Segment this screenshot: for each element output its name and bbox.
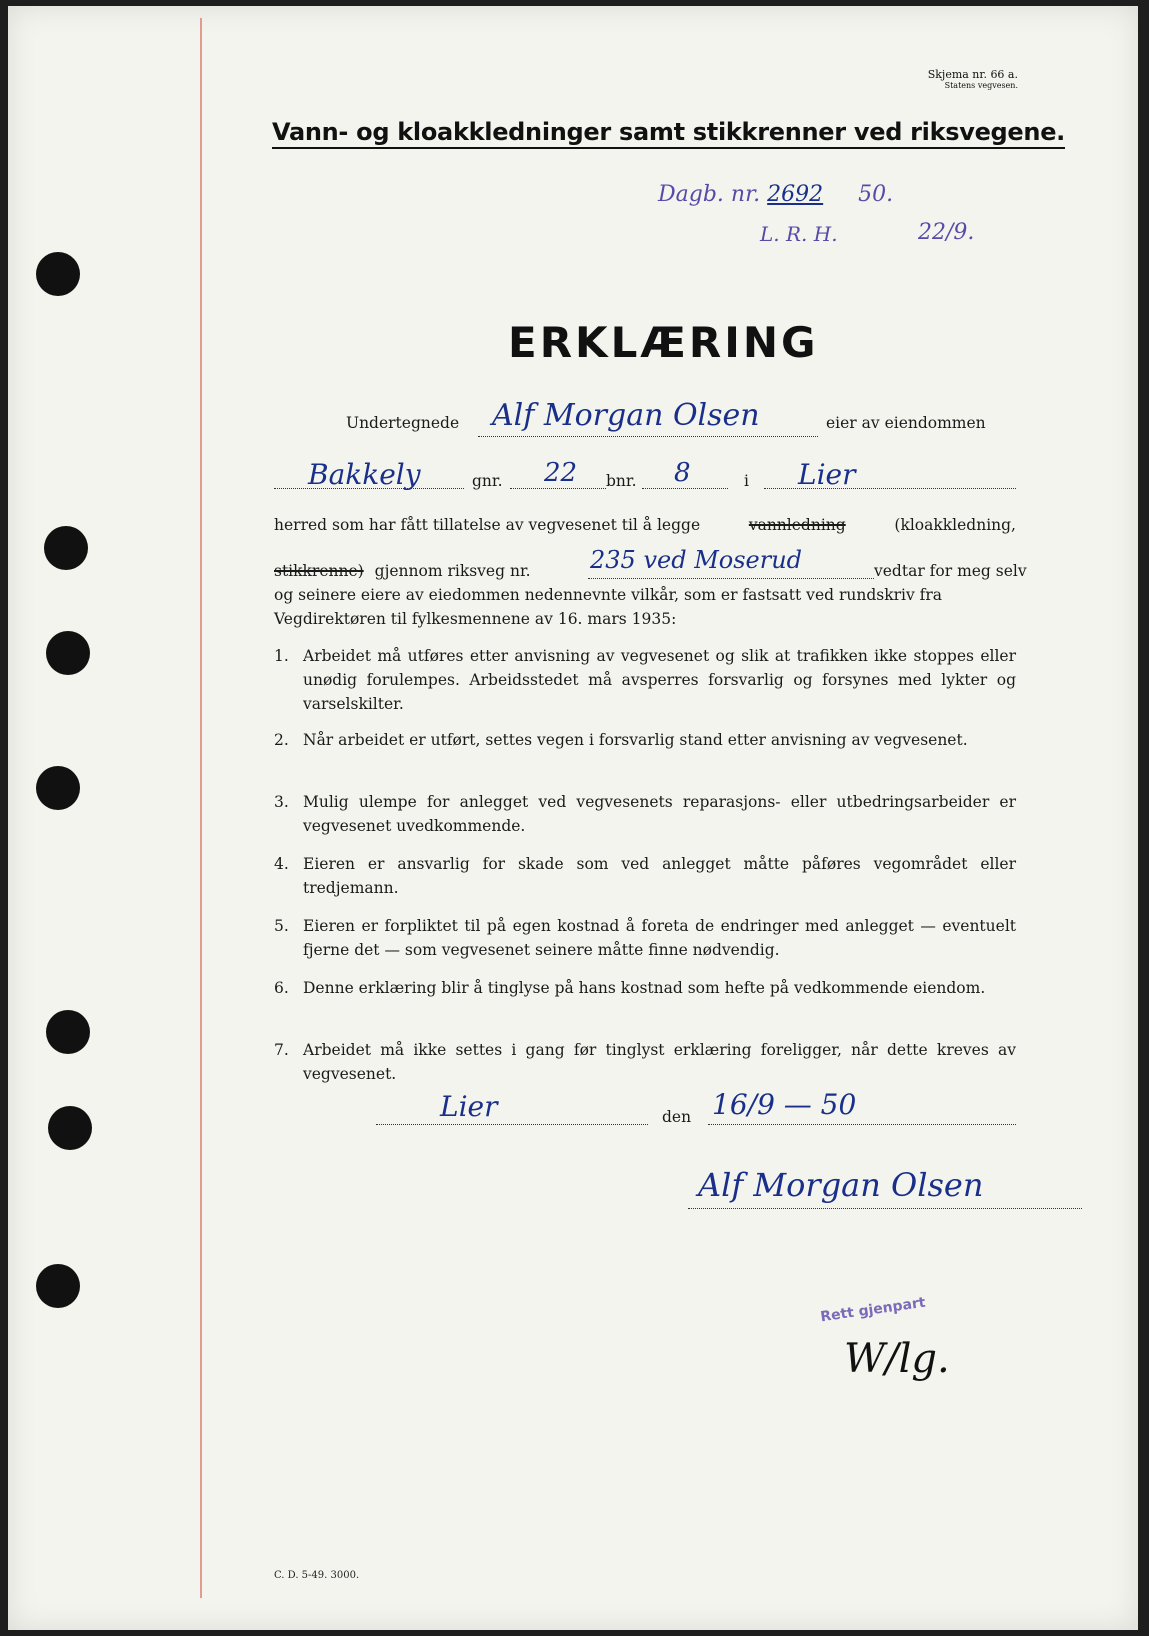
paragraph-line-3: og seinere eiere av eiedommen nedennevnte vilkår, som er fastsatt ved rundskriv fra (274, 586, 943, 604)
footer-code: C. D. 5-49. 3000. (274, 1570, 360, 1581)
condition-number: 4. (274, 855, 289, 873)
margin-line (200, 18, 202, 1598)
undertegnede-label: Undertegnede (346, 414, 460, 432)
condition-text: Når arbeidet er utført, settes vegen i forsvarlig stand etter anvisning av vegvesenet. (303, 731, 968, 749)
schema-issuer: Statens vegvesen. (944, 81, 1018, 90)
condition-number: 7. (274, 1041, 289, 1059)
condition-item (274, 852, 1016, 900)
condition-item (274, 728, 1016, 752)
gnr-label: gnr. (472, 472, 503, 490)
municipality-value: Lier (798, 458, 856, 491)
paragraph-text: herred som har fått tillatelse av vegvesenet til å legge (274, 516, 701, 534)
document-page (8, 6, 1138, 1630)
diary-stamp (658, 182, 893, 207)
dagb-number: 2692 (767, 182, 824, 207)
paragraph-line-2-start (274, 562, 531, 580)
condition-item (274, 1038, 1016, 1086)
signature-line (688, 1208, 1082, 1209)
date-value: 16/9 — 50 (712, 1088, 857, 1121)
punch-hole (36, 1264, 80, 1308)
dagb-year: 50. (858, 182, 894, 207)
paragraph-text: vedtar for meg selv (874, 562, 1027, 580)
bnr-value: 8 (674, 458, 691, 488)
dotted-line (708, 1124, 1016, 1125)
eier-label: eier av eiendommen (826, 414, 986, 432)
dotted-line (478, 436, 818, 437)
schema-number: Skjema nr. 66 a. (927, 68, 1018, 81)
punch-hole (36, 252, 80, 296)
condition-text: Arbeidet må ikke settes i gang før tinglyst erklæring foreligger, når dette kreves av vegvesenet. (303, 1041, 1016, 1083)
property-value: Bakkely (308, 458, 421, 491)
den-label: den (662, 1108, 692, 1126)
paragraph-text: gjennom riksveg nr. (374, 562, 531, 580)
struck-word: stikkrenne) (274, 562, 364, 580)
punch-hole (46, 1010, 90, 1054)
paragraph-text: (kloakkledning, (894, 516, 1016, 534)
paragraph-line-1 (274, 516, 1016, 534)
dotted-line (588, 578, 874, 579)
correction-initials: W/lg. (844, 1336, 950, 1382)
condition-item (274, 914, 1016, 962)
condition-number: 1. (274, 647, 289, 665)
stamp-initials: L. R. H. (760, 222, 838, 246)
correction-stamp: Rett gjenpart (819, 1294, 927, 1326)
condition-text: Denne erklæring blir å tinglyse på hans kostnad som hefte på vedkommende eiendom. (303, 979, 986, 997)
condition-text: Eieren er forpliktet til på egen kostnad å foreta de endringer med anlegget — eventuelt fjerne det — som vegvesenet seinere måtte finne nødvendig. (303, 917, 1016, 959)
page-title: ERKLÆRING (508, 318, 819, 367)
condition-text: Arbeidet må utføres etter anvisning av vegvesenet og slik at trafikken ikke stoppes eller unødig forulempes. Arbeidsstedet må avsperres forsvarlig og forsynes med lykter og varselskilter. (303, 647, 1016, 713)
condition-item (274, 976, 1016, 1000)
punch-hole (44, 526, 88, 570)
dagb-label: Dagb. nr. (658, 182, 761, 207)
punch-hole (48, 1106, 92, 1150)
signature: Alf Morgan Olsen (698, 1166, 984, 1204)
place-value: Lier (440, 1090, 498, 1123)
condition-number: 6. (274, 979, 289, 997)
paragraph-line-4: Vegdirektøren til fylkesmennene av 16. mars 1935: (274, 610, 677, 628)
gnr-value: 22 (544, 458, 578, 488)
condition-number: 2. (274, 731, 289, 749)
bnr-label: bnr. (606, 472, 637, 490)
dotted-line (510, 488, 606, 489)
dotted-line (376, 1124, 648, 1125)
schema-label (928, 68, 1018, 90)
form-heading: Vann- og kloakkledninger samt stikkrenner ved riksvegene. (272, 118, 1065, 149)
condition-text: Eieren er ansvarlig for skade som ved anlegget måtte påføres vegområdet eller tredjemann. (303, 855, 1016, 897)
condition-item (274, 644, 1016, 716)
condition-number: 3. (274, 793, 289, 811)
stamp-date: 22/9. (918, 220, 975, 245)
dotted-line (642, 488, 728, 489)
punch-hole (36, 766, 80, 810)
condition-item (274, 790, 1016, 838)
i-label: i (744, 472, 749, 490)
undertegnede-value: Alf Morgan Olsen (492, 398, 760, 433)
struck-word: vannledning (748, 516, 846, 534)
punch-hole (46, 631, 90, 675)
condition-number: 5. (274, 917, 289, 935)
road-number-value: 235 ved Moserud (590, 546, 803, 574)
condition-text: Mulig ulempe for anlegget ved vegvesenets reparasjons- eller utbedringsarbeider er vegvesenet uvedkommende. (303, 793, 1016, 835)
